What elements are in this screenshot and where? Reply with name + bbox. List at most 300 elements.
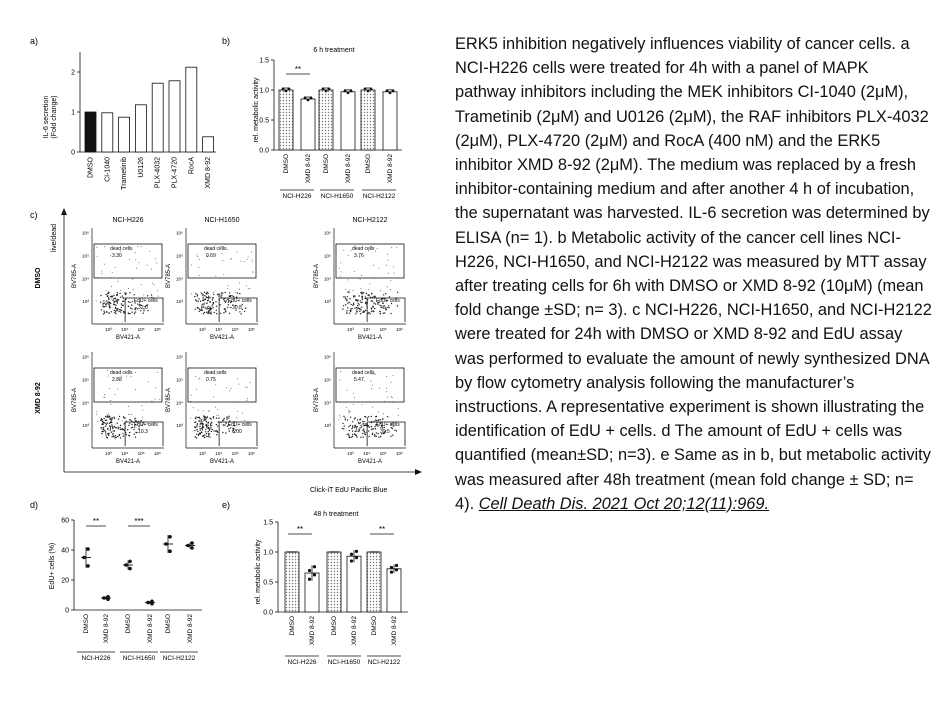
flow-event xyxy=(354,418,355,419)
flow-event xyxy=(121,303,122,304)
flow-event xyxy=(121,310,122,311)
flow-dead-label: dead cells xyxy=(110,370,133,376)
panel-b-bar xyxy=(319,90,333,150)
flow-event xyxy=(115,313,116,314)
flow-event xyxy=(394,273,395,274)
flow-event xyxy=(386,265,387,266)
flow-event xyxy=(372,434,373,435)
flow-ytick-label: 10⁵ xyxy=(323,253,331,259)
flow-event xyxy=(115,304,116,305)
flow-dead-value: 3.30 xyxy=(112,253,122,259)
flow-event xyxy=(197,294,198,295)
panel-e-bar xyxy=(285,552,299,612)
flow-event xyxy=(392,375,393,376)
panel-e-point xyxy=(390,571,393,574)
flow-event xyxy=(365,310,366,311)
flow-event xyxy=(372,385,373,386)
flow-event xyxy=(108,413,109,414)
flow-event xyxy=(388,273,389,274)
flow-event xyxy=(341,271,342,272)
panel-b-point xyxy=(392,89,395,92)
flow-event xyxy=(343,416,344,417)
flow-event xyxy=(137,246,138,247)
flow-xtick-label: 10⁵ xyxy=(137,327,145,332)
flow-event xyxy=(215,407,216,408)
panel-d-xtick-label: DMSO xyxy=(83,614,90,634)
flow-xtick-label: 10⁵ xyxy=(231,327,239,332)
flow-event xyxy=(117,300,118,301)
flow-event xyxy=(203,304,204,305)
flow-event xyxy=(352,421,353,422)
flow-event xyxy=(111,436,112,437)
flow-ytick-label: 10³ xyxy=(176,423,183,429)
flow-event xyxy=(216,417,217,418)
flow-event xyxy=(198,301,199,302)
panel-b-bar xyxy=(301,99,315,150)
flow-event xyxy=(135,418,136,419)
panel-d-point xyxy=(164,542,168,546)
panel-d-point xyxy=(146,601,150,605)
flow-event xyxy=(135,437,136,438)
flow-event xyxy=(147,265,148,266)
flow-event xyxy=(196,426,197,427)
flow-event xyxy=(353,393,354,394)
flow-event xyxy=(375,374,376,375)
flow-edu-value: 10.3 xyxy=(138,429,148,435)
panel-c-axis-label: live/dead xyxy=(51,223,58,253)
panel-d xyxy=(30,500,202,662)
panel-b-point xyxy=(344,89,347,92)
flow-event xyxy=(363,436,364,437)
flow-xtick-label: 10³ xyxy=(105,451,112,456)
flow-event xyxy=(345,419,346,420)
flow-event xyxy=(106,424,107,425)
flow-event xyxy=(122,433,123,434)
flow-event xyxy=(131,414,132,415)
flow-event xyxy=(117,294,118,295)
flow-event xyxy=(237,411,238,412)
flow-event xyxy=(157,290,158,291)
flow-event xyxy=(216,424,217,425)
flow-event xyxy=(209,428,210,429)
flow-event xyxy=(379,268,380,269)
flow-event xyxy=(101,427,102,428)
flow-event xyxy=(369,283,370,284)
flow-event xyxy=(222,432,223,433)
flow-plot-dmso-nci-h226 xyxy=(72,217,164,341)
panel-e-point xyxy=(395,568,398,571)
caption-text: ERK5 inhibition negatively influences viability of cancer cells. a NCI-H226 cells were treated for 4h with a panel of MAPK pathway inhibitors including the MEK inhibitors CI-1040 (2μM), Trametinib (2μM) and U0126 (2μM), the RAF inhibitors PLX-4032 (2μM), PLX-4720 (2μM) and RocA (400 nM) and the ERK5 inhibitor XMD 8-92 (2μM). The medium was replaced by a fresh inhibitor-containing medium and after another 4 h of incubation, the supernatant was harvested. IL-6 secretion was determined by ELISA (n= 1). b Metabolic activity of the cancer cell lines NCI-H226, NCI-H1650, and NCI-H2122 was measured by MTT assay after treating cells for 6h with DMSO or XMD 8-92 (10μM) (mean fold change ±SD; n= 3). c NCI-H226, NCI-H1650, and NCI-H2122 were treated for 24h with DMSO or XMD 8-92 and EdU assay was performed to evaluate the amount of newly synthesized DNA by flow cytometry analysis following the manufacturer’s instructions. A representative experiment is shown illustrating the identification of EdU + cells. d The amount of EdU + cells was quantified (mean±SD; n=3). e Same as in b, but metabolic activity was measured after 48h treatment (mean fold change ± SD; n= 4). xyxy=(455,35,932,513)
flow-event xyxy=(108,303,109,304)
flow-event xyxy=(212,307,213,308)
flow-event xyxy=(215,276,216,277)
flow-event xyxy=(113,430,114,431)
flow-event xyxy=(209,302,210,303)
flow-event xyxy=(128,406,129,407)
panel-d-xtick-label: XMD 8-92 xyxy=(147,614,154,644)
flow-event xyxy=(200,430,201,431)
flow-event xyxy=(196,389,197,390)
panel-a-xtick-label: XMD 8-92 xyxy=(205,157,213,189)
flow-xlabel: BV421-A xyxy=(209,459,235,465)
panel-b-bar xyxy=(361,90,375,150)
flow-event xyxy=(351,428,352,429)
flow-event xyxy=(251,251,252,252)
flow-event xyxy=(116,308,117,309)
flow-event xyxy=(343,296,344,297)
panel-a-ytick-label: 2 xyxy=(71,69,75,77)
panel-e-point xyxy=(313,573,316,576)
flow-ytick-label: 10³ xyxy=(82,423,89,429)
flow-event xyxy=(106,420,107,421)
flow-event xyxy=(102,421,103,422)
flow-event xyxy=(220,313,221,314)
flow-event xyxy=(131,304,132,305)
flow-event xyxy=(204,303,205,304)
flow-event xyxy=(250,382,251,383)
panel-d-point xyxy=(150,600,154,604)
flow-event xyxy=(128,313,129,314)
flow-event xyxy=(210,312,211,313)
flow-event xyxy=(373,302,374,303)
flow-event xyxy=(206,417,207,418)
flow-event xyxy=(358,303,359,304)
panel-b-ytick-label: 0.0 xyxy=(259,147,269,155)
flow-event xyxy=(364,431,365,432)
flow-event xyxy=(240,261,241,262)
flow-event xyxy=(209,410,210,411)
flow-event xyxy=(236,417,237,418)
panel-d-point xyxy=(124,563,128,567)
flow-event xyxy=(364,432,365,433)
flow-event xyxy=(357,300,358,301)
flow-event xyxy=(115,267,116,268)
panel-d-point xyxy=(86,564,90,568)
flow-event xyxy=(202,425,203,426)
panel-a-bar-plx-4720 xyxy=(169,81,180,152)
flow-event xyxy=(210,418,211,419)
flow-event xyxy=(239,289,240,290)
panel-b-xtick-label: XMD 8-92 xyxy=(387,154,394,184)
flow-event xyxy=(225,423,226,424)
flow-event xyxy=(199,311,200,312)
flow-ytick-label: 10⁴ xyxy=(323,276,331,282)
panel-e-point xyxy=(350,559,353,562)
flow-dead-label: dead cells xyxy=(204,246,227,252)
flow-event xyxy=(227,417,228,418)
flow-event xyxy=(103,300,104,301)
panel-a-bar-ci-1040 xyxy=(102,113,113,152)
flow-event xyxy=(196,254,197,255)
panel-b xyxy=(222,36,402,200)
flow-event xyxy=(356,436,357,437)
flow-xtick-label: 10⁶ xyxy=(247,327,255,332)
flow-event xyxy=(356,428,357,429)
flow-event xyxy=(368,430,369,431)
panel-a-xtick-label: CI-1040 xyxy=(104,157,112,182)
flow-event xyxy=(349,437,350,438)
flow-event xyxy=(227,249,228,250)
flow-event xyxy=(106,436,107,437)
panel-d-xtick-label: XMD 8-92 xyxy=(187,614,194,644)
panel-d-point xyxy=(86,547,90,551)
flow-event xyxy=(225,300,226,301)
flow-event xyxy=(191,293,192,294)
flow-event xyxy=(372,407,373,408)
flow-ytick-label: 10⁶ xyxy=(323,354,331,360)
flow-event xyxy=(355,426,356,427)
flow-event xyxy=(348,435,349,436)
flow-event xyxy=(216,415,217,416)
flow-event xyxy=(360,279,361,280)
flow-event xyxy=(223,424,224,425)
flow-event xyxy=(114,310,115,311)
flow-event xyxy=(352,425,353,426)
flow-event xyxy=(386,376,387,377)
flow-event xyxy=(351,304,352,305)
panel-b-ytick-label: 1.0 xyxy=(259,87,269,95)
flow-event xyxy=(372,310,373,311)
panel-b-xtick-label: XMD 8-92 xyxy=(305,154,312,184)
flow-event xyxy=(217,294,218,295)
flow-event xyxy=(345,304,346,305)
flow-event xyxy=(134,434,135,435)
panel-a-bar-roca xyxy=(186,67,197,152)
flow-event xyxy=(205,431,206,432)
flow-ytick-label: 10⁴ xyxy=(81,400,89,406)
flow-event xyxy=(358,307,359,308)
flow-event xyxy=(343,250,344,251)
flow-event xyxy=(237,378,238,379)
panel-b-point xyxy=(322,88,325,91)
panel-a-ytick-label: 0 xyxy=(71,149,75,157)
flow-event xyxy=(110,296,111,297)
flow-event xyxy=(360,422,361,423)
flow-event xyxy=(157,372,158,373)
panel-d-point xyxy=(190,546,194,550)
flow-event xyxy=(107,302,108,303)
flow-event xyxy=(361,292,362,293)
flow-edu-value: 48.4 xyxy=(380,305,390,311)
flow-event xyxy=(394,430,395,431)
flow-event xyxy=(371,293,372,294)
flow-ytick-label: 10³ xyxy=(324,299,331,305)
flow-event xyxy=(355,313,356,314)
flow-event xyxy=(340,371,341,372)
flow-event xyxy=(117,292,118,293)
flow-event xyxy=(360,309,361,310)
flow-event xyxy=(128,306,129,307)
flow-event xyxy=(123,436,124,437)
panel-b-point xyxy=(367,90,370,93)
flow-event xyxy=(102,303,103,304)
flow-event xyxy=(244,261,245,262)
flow-event xyxy=(103,427,104,428)
flow-event xyxy=(366,293,367,294)
panel-e-ytick-label: 0.5 xyxy=(263,579,273,587)
flow-event xyxy=(113,435,114,436)
flow-event xyxy=(356,300,357,301)
flow-edu-label: EdU+ cells xyxy=(375,422,400,428)
flow-event xyxy=(110,430,111,431)
flow-edu-value: 32.0 xyxy=(138,305,148,311)
flow-event xyxy=(386,391,387,392)
flow-event xyxy=(352,427,353,428)
flow-event xyxy=(223,299,224,300)
flow-ylabel: BV785-A xyxy=(314,263,320,289)
flow-event xyxy=(222,293,223,294)
flow-event xyxy=(393,266,394,267)
flow-event xyxy=(380,436,381,437)
flow-event xyxy=(226,387,227,388)
panel-c-bottom-label: Click-iT EdU Pacific Blue xyxy=(310,487,388,494)
panel-e-bar xyxy=(367,552,381,612)
flow-event xyxy=(117,301,118,302)
flow-event xyxy=(213,418,214,419)
flow-event xyxy=(374,308,375,309)
panel-d-ytick-label: 20 xyxy=(61,577,69,585)
flow-event xyxy=(207,306,208,307)
flow-plot-dmso-nci-h1650 xyxy=(166,217,258,341)
flow-event xyxy=(229,417,230,418)
panel-e-point xyxy=(390,566,393,569)
flow-dead-value: 0.75 xyxy=(206,377,216,383)
flow-event xyxy=(224,300,225,301)
flow-event xyxy=(100,295,101,296)
flow-event xyxy=(206,312,207,313)
flow-event xyxy=(340,276,341,277)
flow-ytick-label: 10⁴ xyxy=(323,400,331,406)
caption-citation[interactable]: Cell Death Dis. 2021 Oct 20;12(11):969. xyxy=(478,494,770,513)
flow-xtick-label: 10³ xyxy=(105,327,112,332)
panel-e-point xyxy=(313,565,316,568)
figure xyxy=(0,0,440,709)
flow-event xyxy=(213,396,214,397)
flow-event xyxy=(123,312,124,313)
panel-b-point xyxy=(347,91,350,94)
flow-event xyxy=(339,415,340,416)
flow-event xyxy=(339,268,340,269)
flow-event xyxy=(101,273,102,274)
flow-event xyxy=(342,423,343,424)
flow-events xyxy=(338,371,399,438)
flow-plot-xmd-8-92-nci-h1650 xyxy=(166,352,258,465)
flow-event xyxy=(194,296,195,297)
flow-event xyxy=(391,396,392,397)
flow-event xyxy=(197,307,198,308)
flow-event xyxy=(211,431,212,432)
flow-event xyxy=(142,410,143,411)
flow-event xyxy=(128,288,129,289)
flow-event xyxy=(112,426,113,427)
flow-event xyxy=(218,415,219,416)
flow-event xyxy=(372,433,373,434)
flow-event xyxy=(117,423,118,424)
flow-event xyxy=(228,428,229,429)
flow-event xyxy=(111,311,112,312)
flow-event xyxy=(356,435,357,436)
flow-event xyxy=(204,312,205,313)
flow-event xyxy=(372,307,373,308)
flow-event xyxy=(132,279,133,280)
flow-edu-value: 6.00 xyxy=(232,429,242,435)
flow-event xyxy=(198,267,199,268)
flow-event xyxy=(210,425,211,426)
flow-event xyxy=(104,312,105,313)
flow-event xyxy=(108,435,109,436)
flow-event xyxy=(390,436,391,437)
flow-event xyxy=(228,416,229,417)
flow-event xyxy=(120,429,121,430)
flow-event xyxy=(110,400,111,401)
flow-event xyxy=(106,300,107,301)
flow-event xyxy=(207,425,208,426)
flow-event xyxy=(213,294,214,295)
flow-event xyxy=(195,421,196,422)
flow-event xyxy=(191,265,192,266)
panel-d-point xyxy=(128,567,132,571)
flow-event xyxy=(122,301,123,302)
panel-d-point xyxy=(128,560,132,564)
flow-event xyxy=(209,313,210,314)
flow-event xyxy=(242,413,243,414)
flow-event xyxy=(134,309,135,310)
flow-events xyxy=(191,246,254,315)
panel-e-xtick-label: XMD 8-92 xyxy=(391,616,398,646)
flow-event xyxy=(202,304,203,305)
flow-event xyxy=(104,397,105,398)
flow-event xyxy=(215,430,216,431)
flow-event xyxy=(356,426,357,427)
flow-event xyxy=(390,382,391,383)
flow-event xyxy=(225,302,226,303)
flow-event xyxy=(123,416,124,417)
panel-c xyxy=(30,208,422,494)
flow-edu-label: EdU+ cells xyxy=(227,422,252,428)
flow-dead-value: 5.47 xyxy=(354,377,364,383)
panel-c-row-label-dmso: DMSO xyxy=(35,267,42,289)
flow-event xyxy=(376,420,377,421)
flow-event xyxy=(239,293,240,294)
panel-e-point xyxy=(395,564,398,567)
flow-event xyxy=(141,284,142,285)
flow-xtick-label: 10⁶ xyxy=(153,451,161,456)
flow-event xyxy=(198,420,199,421)
flow-event xyxy=(215,301,216,302)
flow-event xyxy=(105,305,106,306)
panel-d-group-label: NCI-H2122 xyxy=(162,655,196,662)
flow-event xyxy=(347,291,348,292)
flow-event xyxy=(101,424,102,425)
flow-event xyxy=(105,420,106,421)
flow-event xyxy=(210,423,211,424)
flow-event xyxy=(195,418,196,419)
panel-d-point xyxy=(168,535,172,539)
flow-event xyxy=(354,295,355,296)
flow-event xyxy=(111,424,112,425)
panel-e-xtick-label: DMSO xyxy=(331,616,338,636)
panel-d-group-label: NCI-H226 xyxy=(81,655,111,662)
panel-e-group-label: NCI-H2122 xyxy=(367,659,401,666)
flow-event xyxy=(359,423,360,424)
flow-event xyxy=(346,313,347,314)
flow-event xyxy=(345,289,346,290)
flow-event xyxy=(350,310,351,311)
flow-event xyxy=(239,283,240,284)
panel-e-bar xyxy=(387,569,401,612)
flow-event xyxy=(223,274,224,275)
flow-event xyxy=(376,432,377,433)
